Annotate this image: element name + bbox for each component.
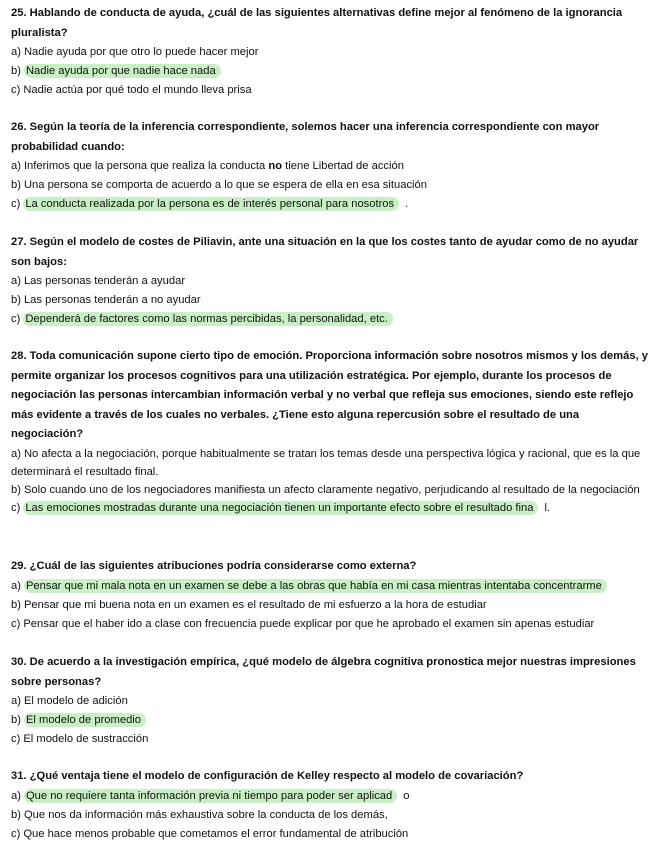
option-letter: b) (11, 484, 21, 497)
option-text-highlighted: Nadie ayuda por que nadie hace nada (24, 64, 221, 78)
question-title: 25. Hablando de conducta de ayuda, ¿cuál de las siguientes alternativas define mejor al fenómeno de la ignorancia pluralista? (11, 7, 623, 39)
option-letter: c) (11, 84, 21, 97)
option-letter: a) (11, 789, 21, 802)
option-text: Pensar que el haber ido a clase con frecuencia puede explicar por que he aprobado el examen sin apenas estudiar (23, 617, 595, 630)
option-letter: b) (11, 714, 21, 727)
option-c[interactable] (11, 81, 651, 100)
option-text-highlighted: Que no requiere tanta información previa ni tiempo para poder ser aplicad (24, 789, 397, 803)
option-letter: b) (11, 179, 21, 192)
option-letter: c) (11, 617, 21, 630)
option-letter: b) (11, 808, 21, 821)
option-letter: c) (11, 733, 21, 746)
option-text: Nadie ayuda por que otro lo puede hacer mejor (23, 46, 259, 58)
option-b[interactable] (11, 711, 651, 730)
question-28 (11, 347, 651, 519)
option-c[interactable] (11, 195, 651, 214)
option-text: El modelo de adición (23, 695, 128, 707)
option-text: Una persona se comporta de acuerdo a lo que se espera de ella en esa situación (23, 179, 427, 192)
option-letter: c) (11, 198, 21, 211)
question-title: 31. ¿Qué ventaja tiene el modelo de configuración de Kelley respecto al modelo de covariación? (11, 770, 524, 782)
option-text: El modelo de sustracción (23, 733, 149, 746)
option-letter: a) (11, 46, 21, 58)
question-title: 30. De acuerdo a la investigación empírica, ¿qué modelo de álgebra cognitiva pronostica mejor nuestras impresiones sobre personas? (11, 656, 636, 688)
option-text: Las personas tenderán a ayudar (23, 275, 186, 287)
option-a[interactable] (11, 157, 651, 176)
question-title: 29. ¿Cuál de las siguientes atribuciones podría considerarse como externa? (11, 560, 417, 572)
option-text-highlighted: Dependerá de factores como las normas percibidas, la personalidad, etc. (23, 312, 393, 326)
option-c[interactable] (11, 615, 651, 634)
option-letter: c) (11, 502, 21, 515)
option-letter: a) (11, 275, 21, 287)
option-text: Pensar que mi buena nota en un examen es el resultado de mi esfuerzo a la hora de estudiar (23, 598, 487, 611)
option-c[interactable] (11, 310, 651, 329)
option-letter: b) (11, 294, 21, 307)
option-letter: b) (11, 598, 21, 611)
option-c[interactable] (11, 499, 651, 518)
option-letter: c) (11, 827, 21, 840)
question-27 (11, 233, 651, 330)
option-c[interactable] (11, 730, 651, 749)
option-text: No afecta a la negociación, porque habitualmente se tratan los temas desde una perspectiva lógica y racional, que es la que determinará el resultado final. (11, 447, 641, 478)
question-title: 28. Toda comunicación supone cierto tipo de emoción. Proporciona información sobre nosotros mismos y los demás, y permite organizar los procesos cognitivos para una utilización estratégica. Por ejemplo, durante los procesos de negociación las personas intercambian información verbal y no verbal que refleja sus emociones, siendo este reflejo más evidente a través de los cuales no verbales. ¿Tiene esto alguna repercusión sobre el resultado de una negociación? (11, 350, 648, 440)
option-tail: l. (544, 502, 551, 515)
option-b[interactable] (11, 596, 651, 615)
question-25 (11, 4, 651, 101)
option-a[interactable] (11, 272, 651, 291)
option-b[interactable] (11, 481, 651, 499)
option-b[interactable] (11, 176, 651, 195)
option-letter: a) (11, 160, 21, 172)
option-text-highlighted: Pensar que mi mala nota en un examen se debe a las obras que había en mi casa mientras intentaba concentrarme (24, 579, 607, 593)
option-text-bold: no (268, 160, 283, 172)
option-letter: a) (11, 447, 21, 460)
option-b[interactable] (11, 62, 651, 81)
option-text: tiene Libertad de acción (282, 160, 404, 172)
question-26 (11, 118, 651, 215)
option-text: Solo cuando uno de los negociadores manifiesta un afecto claramente negativo, perjudicando al resultado de la negociación (23, 484, 640, 497)
option-a[interactable] (11, 445, 651, 482)
option-b[interactable] (11, 806, 651, 825)
question-title: 26. Según la teoría de la inferencia correspondiente, solemos hacer una inferencia correspondiente con mayor probabilidad cuando: (11, 121, 600, 153)
question-31 (11, 767, 651, 844)
option-a[interactable] (11, 43, 651, 62)
option-letter: a) (11, 695, 21, 707)
option-a[interactable] (11, 577, 651, 596)
option-text: Nadie actúa por qué todo el mundo lleva prisa (23, 84, 252, 97)
option-text-highlighted: Las emociones mostradas durante una negociación tienen un importante efecto sobre el resultado fina (23, 501, 538, 515)
option-letter: c) (11, 313, 21, 326)
question-29 (11, 557, 651, 634)
option-tail: o (403, 789, 410, 802)
option-a[interactable] (11, 692, 651, 711)
option-text: Que nos da información más exhaustiva sobre la conducta de los demás, (23, 808, 388, 821)
option-letter: b) (11, 65, 21, 78)
option-letter: a) (11, 579, 21, 592)
question-title: 27. Según el modelo de costes de Piliavin, ante una situación en la que los costes tanto de ayudar como de no ayudar son bajos: (11, 236, 639, 268)
option-text: Que hace menos probable que cometamos el error fundamental de atribución (23, 827, 409, 840)
option-text-highlighted: La conducta realizada por la persona es de interés personal para nosotros (23, 197, 399, 211)
option-b[interactable] (11, 291, 651, 310)
option-c[interactable] (11, 825, 651, 844)
option-text-highlighted: El modelo de promedio (24, 713, 146, 727)
question-30 (11, 653, 651, 750)
option-tail: . (405, 198, 409, 211)
option-a[interactable] (11, 787, 651, 806)
option-text: Inferimos que la persona que realiza la conducta (23, 160, 269, 172)
option-text: Las personas tenderán a no ayudar (23, 294, 201, 307)
